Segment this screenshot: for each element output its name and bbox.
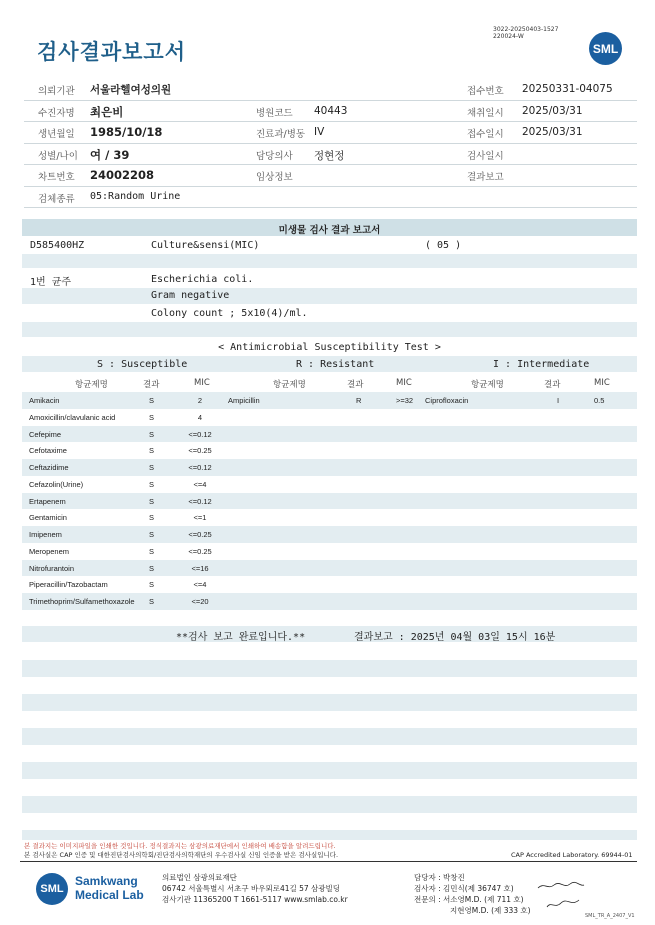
mic-value: <=0.25	[188, 530, 212, 539]
value-requesting-institution: 서울라헬여성의원	[90, 84, 172, 96]
test-code: D585400HZ	[30, 240, 85, 251]
mic-value: <=0.12	[188, 463, 212, 472]
organism-name: Escherichia coli.	[151, 274, 254, 285]
empty-band	[22, 660, 637, 677]
test-number: ( 05 )	[425, 240, 462, 251]
mic-value: >=32	[396, 396, 414, 405]
antibiotic-name: Ceftazidime	[29, 463, 69, 472]
value-chart-number: 24002208	[90, 168, 155, 182]
ast-header-mic: MIC	[194, 378, 210, 388]
ast-header-result: 결과	[143, 380, 160, 390]
ast-row-band	[22, 493, 637, 510]
mic-value: <=0.25	[188, 446, 212, 456]
susceptibility-result: S	[149, 563, 155, 573]
empty-band	[22, 762, 637, 779]
ast-row-band	[22, 459, 637, 476]
value-sex-age: 여 / 39	[90, 147, 130, 162]
susceptibility-result: S	[149, 580, 155, 590]
legend-susceptible: S : Susceptible	[97, 359, 188, 370]
ast-row-band	[22, 426, 637, 443]
empty-band	[22, 254, 637, 268]
susceptibility-result: S	[149, 463, 155, 472]
footer-notice-accreditation: 본 검사실은 CAP 인증 및 대한진단검사의학회/진단검사의학재단의 우수검사실 신임 인증을 받은 검사실입니다.	[24, 851, 339, 859]
mic-value: <=0.25	[188, 546, 212, 556]
form-code: SML_TR_A_2407_V1	[585, 913, 635, 919]
value-birth-date: 1985/10/18	[90, 125, 163, 139]
ast-row-band	[22, 392, 637, 409]
empty-band	[22, 322, 637, 337]
antibiotic-name: Ampicillin	[228, 396, 260, 405]
label-hospital-code: 병원코드	[256, 107, 293, 119]
page-title: 검사결과보고서	[37, 40, 187, 64]
value-receipt-number: 20250331-04075	[522, 83, 613, 95]
mic-value: 0.5	[594, 396, 605, 405]
susceptibility-result: S	[149, 446, 155, 456]
brand-line1: Samkwang	[75, 874, 138, 888]
ast-header-mic: MIC	[396, 378, 412, 388]
antibiotic-name: Piperacillin/Tazobactam	[29, 580, 108, 590]
value-hospital-code: 40443	[314, 104, 348, 117]
antibiotic-name: Trimethoprim/Sulfamethoxazole	[29, 597, 135, 606]
label-requesting-institution: 의뢰기관	[38, 86, 75, 97]
ast-header-drug: 항균제명	[273, 380, 306, 390]
legend-resistant: R : Resistant	[296, 359, 375, 370]
antibiotic-name: Amoxicillin/clavulanic acid	[29, 412, 116, 422]
antibiotic-name: Cefotaxime	[29, 446, 67, 456]
footer-divider	[20, 861, 637, 862]
staff-specialist1: 전문의 : 서소영M.D. (제 711 호)	[414, 895, 524, 904]
mic-value: <=16	[191, 563, 209, 573]
samkwang-logo: SML	[36, 873, 68, 905]
label-clinical-info: 임상정보	[256, 172, 293, 183]
antibiotic-name: Ertapenem	[29, 496, 66, 506]
document-id-line2: 220024-W	[493, 33, 524, 40]
susceptibility-result: S	[149, 496, 155, 506]
ast-header-drug: 항균제명	[75, 380, 108, 390]
document-id-line1: 3022-20250403-1527	[493, 26, 559, 33]
cap-accreditation: CAP Accredited Laboratory. 69944-01	[511, 851, 633, 859]
value-collection-date: 2025/03/31	[522, 104, 583, 117]
ast-header-mic: MIC	[594, 378, 610, 388]
mic-value: 2	[197, 396, 203, 405]
gram-stain: Gram negative	[151, 290, 230, 301]
info-row	[24, 144, 637, 166]
susceptibility-result: S	[149, 429, 155, 439]
info-row	[24, 79, 637, 101]
susceptibility-result: S	[149, 513, 155, 523]
antibiotic-name: Gentamicin	[29, 513, 67, 523]
document-id	[493, 26, 558, 40]
ast-header-result: 결과	[347, 380, 364, 390]
label-result-report: 결과보고	[467, 172, 504, 183]
organization-block	[162, 872, 348, 905]
organization-address: 06742 서울특별시 서초구 바우뫼로41길 57 삼광빌딩	[162, 884, 341, 893]
specialist-signature	[545, 897, 581, 911]
patient-info-table	[24, 79, 637, 208]
value-specimen-type: 05:Random Urine	[90, 190, 181, 202]
sml-logo: SML	[589, 32, 622, 65]
staff-tester: 검사자 : 김민식(제 36747 호)	[414, 884, 514, 893]
label-doctor: 담당의사	[256, 150, 293, 162]
label-test-date: 검사일시	[467, 150, 504, 162]
mic-value: 4	[197, 412, 203, 422]
info-row	[24, 165, 637, 187]
label-receipt-number: 접수번호	[467, 86, 504, 97]
mic-value: <=20	[191, 597, 209, 606]
mic-value: <=0.12	[188, 496, 212, 506]
empty-band	[22, 728, 637, 745]
staff-block	[414, 872, 531, 916]
empty-band	[22, 694, 637, 711]
antibiotic-name: Imipenem	[29, 530, 62, 539]
mic-value: <=4	[193, 479, 207, 489]
susceptibility-result: S	[149, 479, 155, 489]
susceptibility-result: R	[356, 396, 362, 405]
section-title: 미생물 검사 결과 보고서	[278, 225, 381, 236]
label-chart-number: 차트번호	[38, 172, 75, 183]
brand-line2: Medical Lab	[75, 888, 144, 902]
susceptibility-result: S	[149, 597, 155, 606]
susceptibility-result: S	[149, 396, 155, 405]
empty-band	[22, 796, 637, 813]
info-row	[24, 122, 637, 144]
info-row	[24, 187, 637, 209]
ast-row-band	[22, 526, 637, 543]
staff-specialist2: 지현영M.D. (제 333 호)	[450, 906, 531, 915]
legend-intermediate: I : Intermediate	[493, 359, 590, 370]
colony-count: Colony count ; 5x10(4)/ml.	[151, 308, 308, 319]
antibiotic-name: Cefazolin(Urine)	[29, 479, 84, 489]
susceptibility-result: S	[149, 530, 155, 539]
report-datetime: 결과보고 : 2025년 04월 03일 15시 16분	[354, 632, 556, 643]
mic-value: <=1	[193, 513, 207, 523]
label-sex-age: 성별/나이	[38, 150, 78, 162]
susceptibility-result: S	[149, 412, 155, 422]
staff-manager: 담당자 : 박창진	[414, 873, 465, 882]
ast-title: < Antimicrobial Susceptibility Test >	[218, 342, 441, 353]
susceptibility-result: I	[557, 396, 560, 405]
organization-name: 의료법인 삼광의료재단	[162, 873, 237, 882]
antibiotic-name: Nitrofurantoin	[29, 563, 75, 573]
label-receipt-date: 접수일시	[467, 129, 504, 140]
antibiotic-name: Meropenem	[29, 546, 70, 556]
label-collection-date: 채취일시	[467, 107, 504, 119]
test-name: Culture&sensi(MIC)	[151, 240, 260, 251]
ast-header-drug: 항균제명	[471, 380, 504, 390]
footer-notice-print: 본 결과지는 이미지파일을 인쇄한 것입니다. 정식결과지는 삼광의료재단에서 인쇄하여 배송함을 알려드립니다.	[24, 842, 336, 850]
mic-value: <=4	[193, 580, 207, 590]
gram-band	[22, 288, 637, 304]
ast-row-band	[22, 560, 637, 577]
value-department: IV	[314, 126, 325, 138]
brand-name	[75, 874, 144, 902]
organism-label: 1번 균주	[30, 277, 72, 288]
antibiotic-name: Cefepime	[29, 429, 62, 439]
tester-signature	[536, 880, 586, 892]
completion-message: **검사 보고 완료입니다.**	[176, 632, 306, 643]
label-patient-name: 수진자명	[38, 107, 75, 119]
antibiotic-name: Amikacin	[29, 396, 60, 405]
antibiotic-name: Ciprofloxacin	[425, 396, 469, 405]
value-patient-name: 최은비	[90, 104, 124, 119]
value-receipt-date: 2025/03/31	[522, 126, 583, 138]
empty-band	[22, 830, 637, 840]
ast-header-result: 결과	[544, 380, 561, 390]
organization-contact: 검사기관 11365200 T 1661-5117 www.smlab.co.kr	[162, 895, 348, 904]
label-department: 진료과/병동	[256, 129, 306, 140]
label-specimen-type: 검체종류	[38, 193, 75, 205]
label-birth-date: 생년월일	[38, 129, 75, 140]
mic-value: <=0.12	[188, 429, 212, 439]
value-doctor: 정현정	[314, 149, 345, 162]
info-row	[24, 101, 637, 123]
susceptibility-result: S	[149, 546, 155, 556]
